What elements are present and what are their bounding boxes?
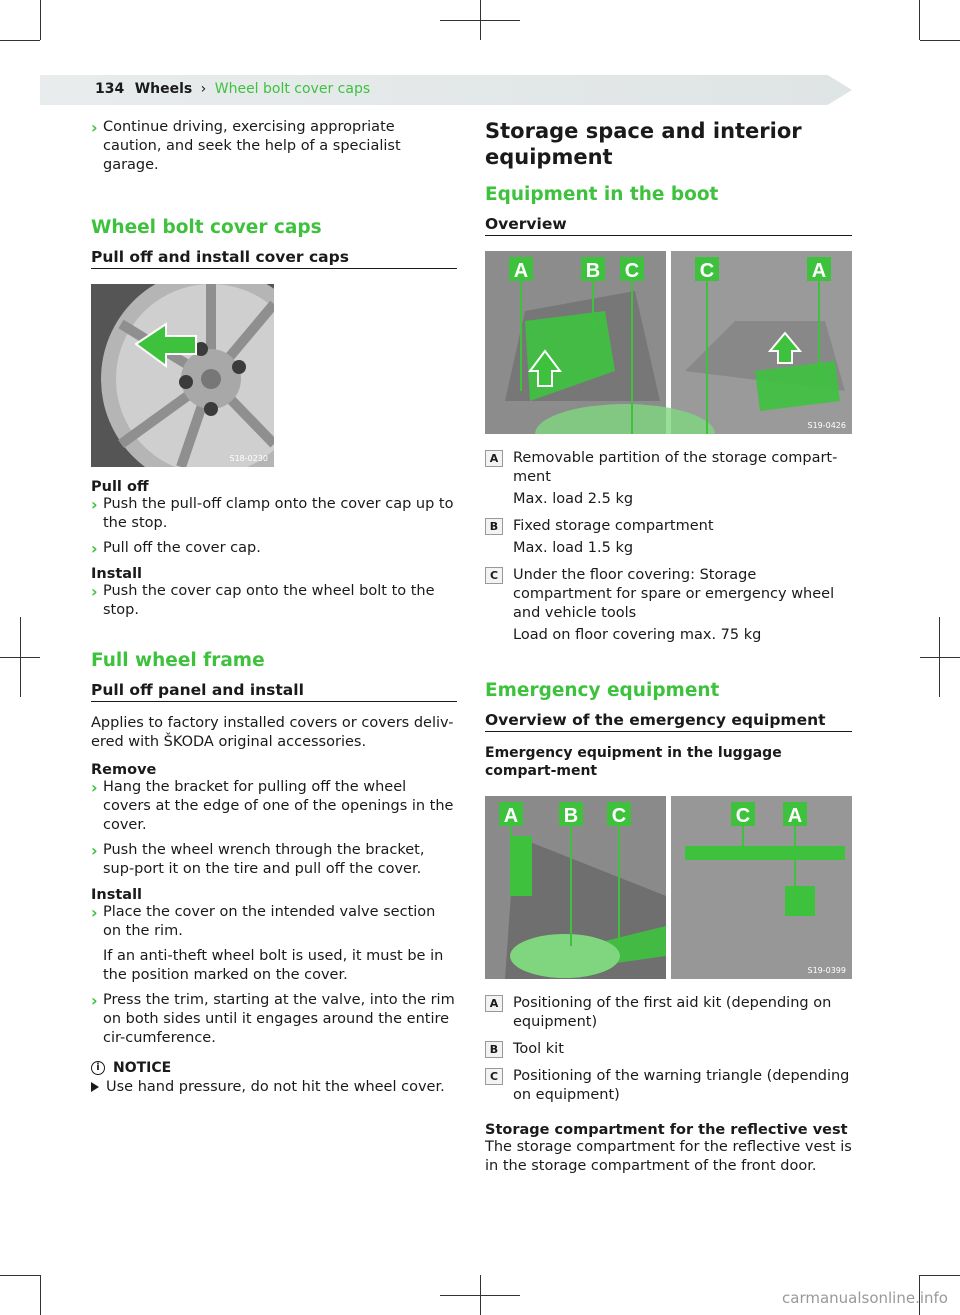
figure-code: S19-0426	[807, 421, 846, 430]
chapter-title: Storage space and interior equipment	[485, 119, 802, 169]
boot-figure	[485, 251, 852, 434]
triangle-bullet-icon	[91, 1082, 99, 1092]
figure-letter: C	[611, 805, 627, 827]
figure-letter: A	[513, 260, 529, 282]
install-label: Install	[91, 887, 143, 903]
crop-mark	[939, 617, 940, 697]
remove-label: Remove	[91, 762, 157, 778]
list-item: › Place the cover on the intended valve section on the rim.	[91, 903, 436, 939]
crop-mark	[40, 1275, 41, 1315]
left-column	[91, 118, 457, 1097]
crop-mark	[0, 1275, 40, 1276]
figure-letter: C	[624, 260, 640, 282]
legend-item: B Tool kit	[485, 1040, 852, 1062]
pulloff-label: Pull off	[91, 479, 149, 495]
right-column	[485, 118, 852, 1176]
crop-mark	[20, 617, 21, 697]
list-item: › Pull off the cover cap.	[91, 539, 261, 558]
figure-letter: A	[503, 805, 519, 827]
section-subtitle: Pull off panel and install	[91, 681, 457, 702]
legend-boot	[485, 449, 852, 648]
watermark[interactable]: carmanualsonline.info	[782, 1289, 948, 1307]
notice-item: Use hand pressure, do not hit the wheel cover.	[91, 1078, 457, 1097]
section-title: Full wheel frame	[91, 650, 265, 671]
list-item: › Continue driving, exercising appropriate caution, and seek the help of a specialist garage.	[91, 118, 401, 173]
vest-text: The storage compartment for the reflective vest is in the storage compartment of the front door.	[485, 1139, 852, 1174]
figure-letter: A	[811, 260, 827, 282]
figure-letter: A	[787, 805, 803, 827]
wheel-cover-figure	[91, 284, 274, 467]
section-subtitle: Pull off and install cover caps	[91, 248, 457, 269]
section-subtitle: Overview	[485, 215, 852, 236]
figure-letter: B	[563, 805, 579, 827]
list-item: › Hang the bracket for pulling off the wheel covers at the edge of one of the openings in the cover.	[91, 778, 454, 833]
install-label: Install	[91, 566, 143, 582]
boot-illustration	[485, 251, 852, 434]
crop-mark	[480, 0, 481, 40]
figure-code: S18-0230	[229, 454, 268, 463]
legend-item: C Positioning of the warning triangle (depending on equipment)	[485, 1067, 852, 1108]
figure-letter: C	[699, 260, 715, 282]
page-number: 134	[95, 81, 125, 97]
breadcrumb	[95, 81, 370, 97]
list-item: › Press the trim, starting at the valve, into the rim on both sides until it engages around the entire cir-cumference.	[91, 991, 455, 1046]
section-title: Wheel bolt cover caps	[91, 217, 322, 238]
install-note: If an anti-theft wheel bolt is used, it must be in the position marked on the cover.	[103, 948, 444, 983]
crop-mark	[920, 1275, 960, 1276]
wheel-illustration	[91, 284, 274, 467]
vest-title: Storage compartment for the reflective vest	[485, 1122, 848, 1138]
legend-item: C Under the floor covering: Storage compartment for spare or emergency wheel and vehicle tools Load on floor covering max. 75 kg	[485, 566, 852, 648]
emergency-figure	[485, 796, 852, 979]
crop-mark	[920, 657, 960, 658]
info-icon: i	[91, 1061, 105, 1075]
breadcrumb-section[interactable]: Wheels	[134, 81, 193, 97]
notice-heading: i NOTICE	[91, 1060, 457, 1076]
list-item: › Push the cover cap onto the wheel bolt to the stop.	[91, 582, 435, 618]
subsection-title: Emergency equipment in the luggage compart-ment	[485, 745, 782, 779]
figure-letter: B	[585, 260, 601, 282]
list-item: › Push the pull-off clamp onto the cover cap up to the stop.	[91, 495, 454, 531]
section-title: Equipment in the boot	[485, 184, 719, 205]
legend-emergency	[485, 994, 852, 1108]
breadcrumb-current[interactable]: Wheel bolt cover caps	[214, 81, 371, 97]
crop-mark	[919, 0, 920, 40]
crop-mark	[40, 0, 41, 40]
crop-mark	[920, 40, 960, 41]
section-title: Emergency equipment	[485, 680, 720, 701]
emergency-illustration	[485, 796, 852, 979]
figure-code: S19-0399	[807, 966, 846, 975]
list-item: › Push the wheel wrench through the bracket, sup-port it on the tire and pull off the cover.	[91, 841, 425, 877]
figure-letter: C	[735, 805, 751, 827]
breadcrumb-separator: ›	[200, 81, 207, 97]
applies-text: Applies to factory installed covers or covers deliv-ered with ŠKODA original accessories.	[91, 715, 454, 750]
legend-item: A Removable partition of the storage compart-ment Max. load 2.5 kg	[485, 449, 852, 512]
legend-item: B Fixed storage compartment Max. load 1.5 kg	[485, 517, 852, 561]
section-subtitle: Overview of the emergency equipment	[485, 711, 852, 732]
legend-item: A Positioning of the first aid kit (depending on equipment)	[485, 994, 852, 1035]
crop-mark	[480, 1275, 481, 1315]
crop-mark	[0, 40, 40, 41]
